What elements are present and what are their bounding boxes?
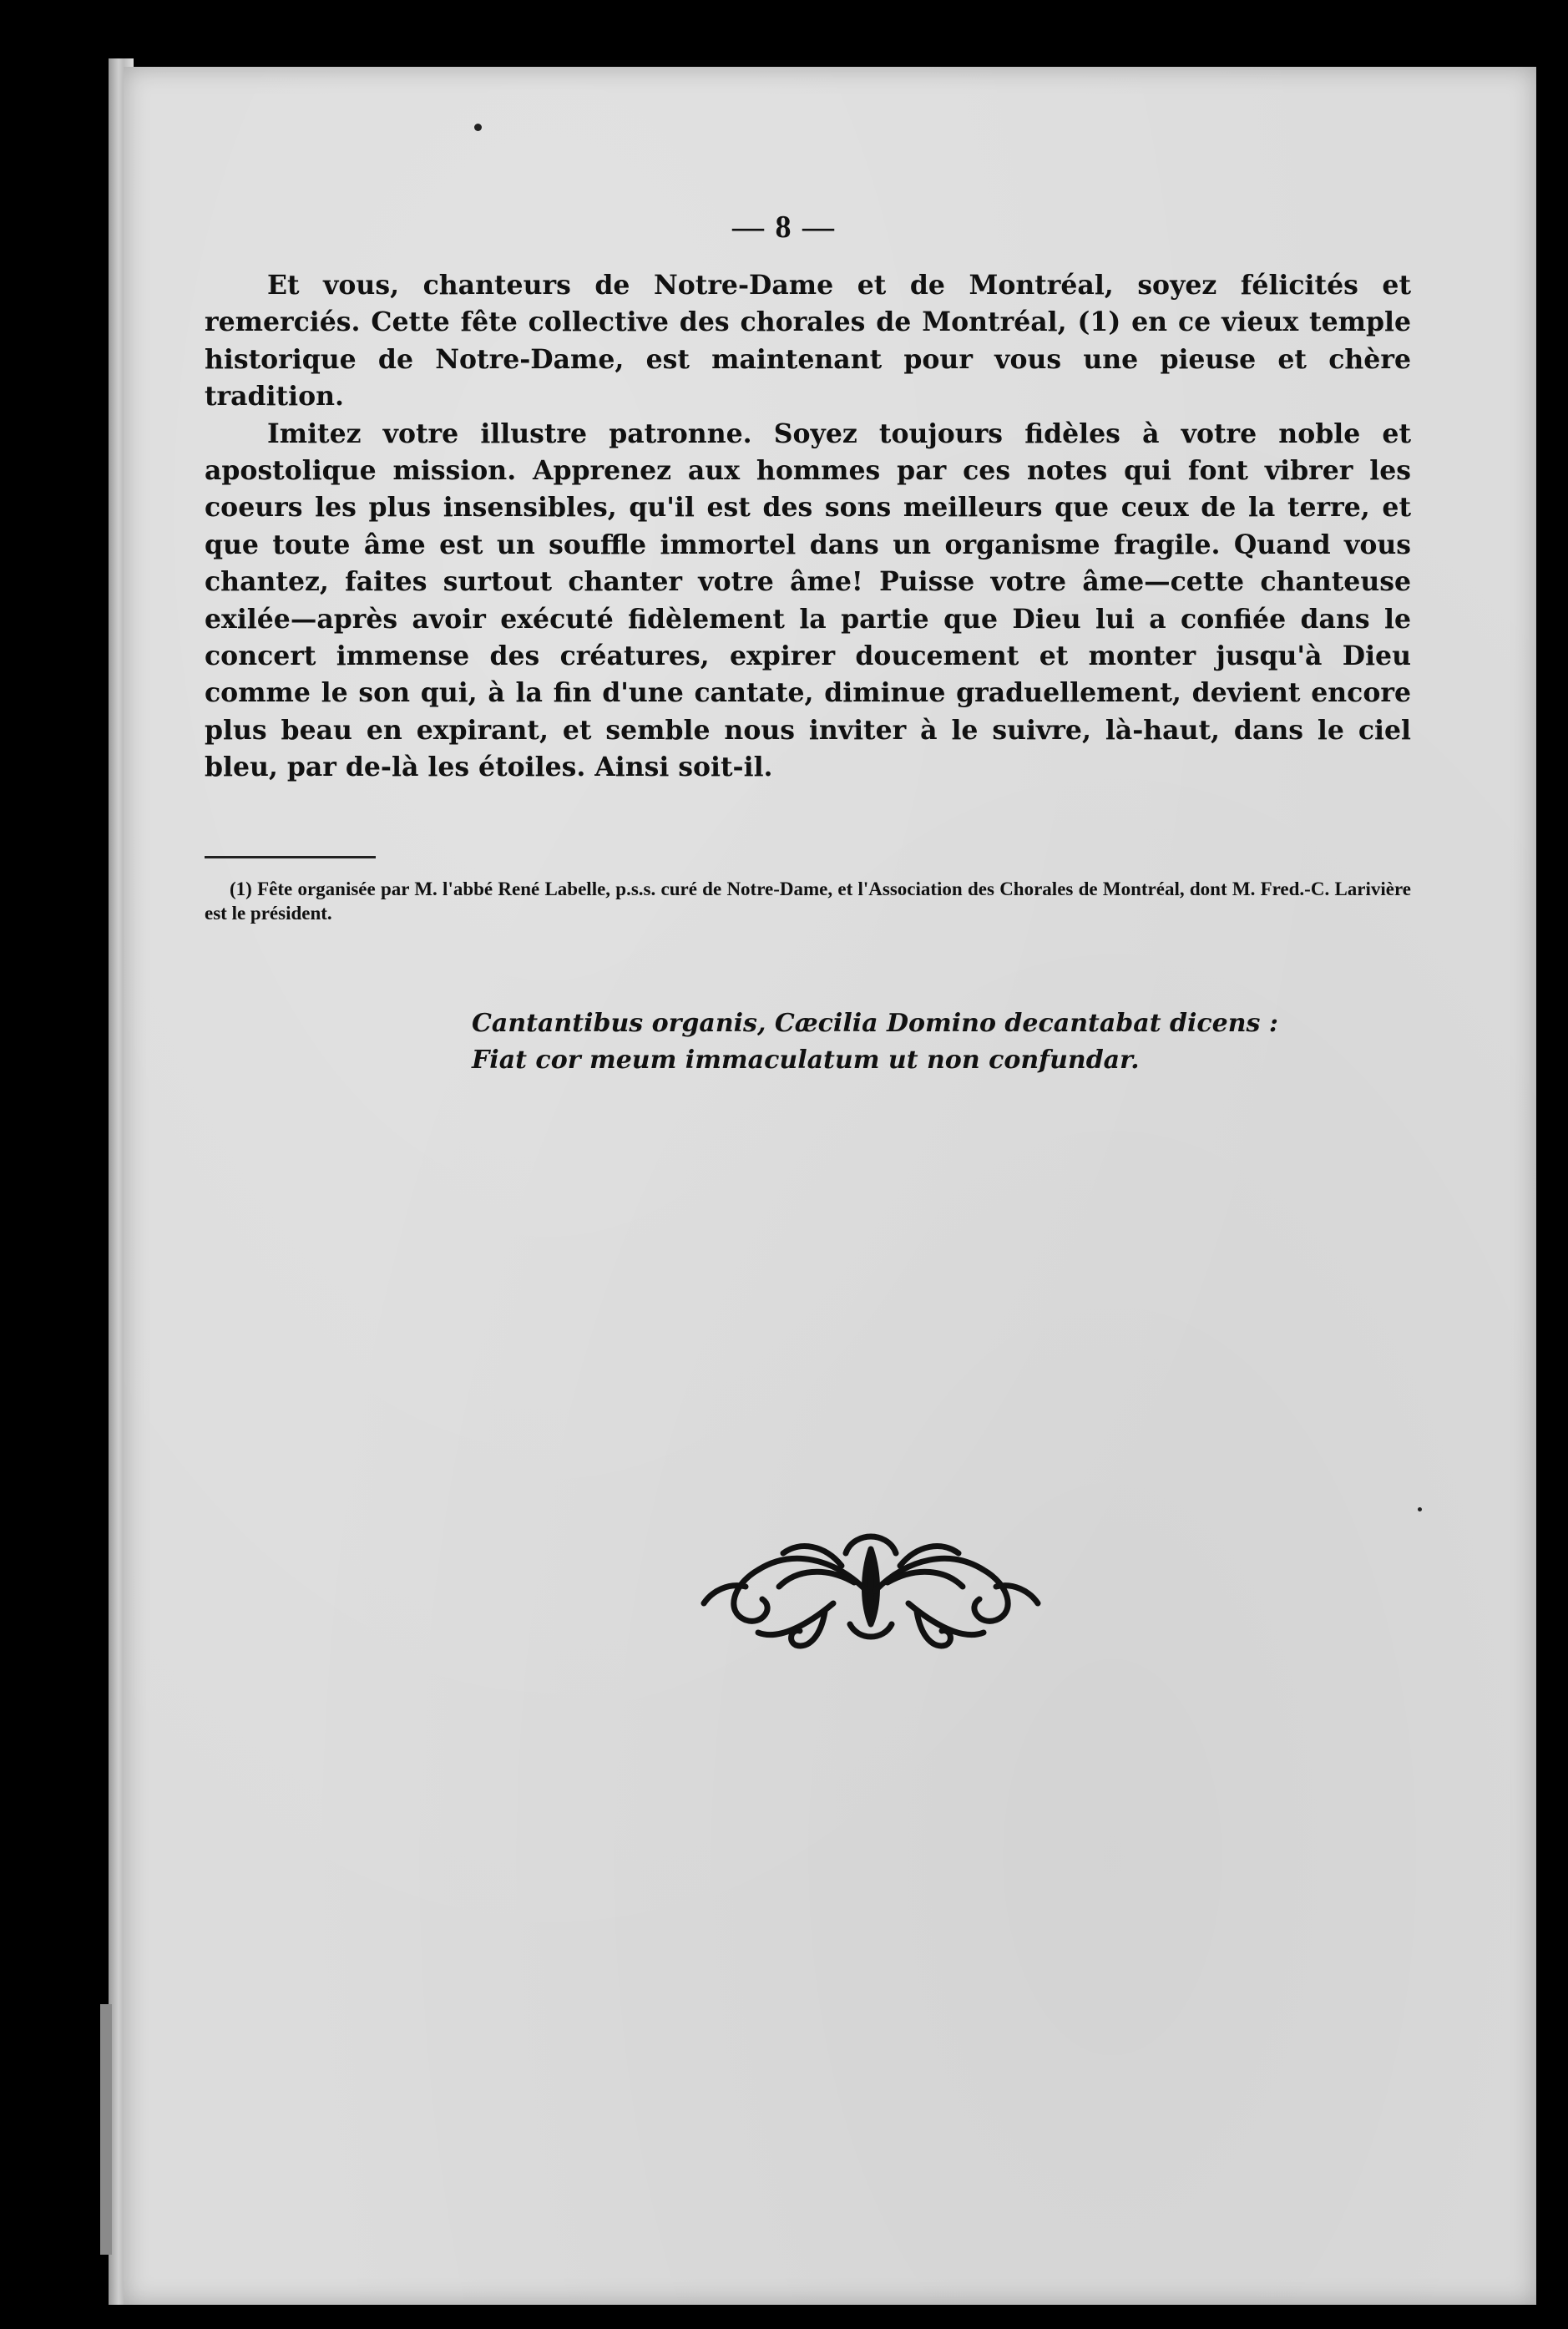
page-number: — 8 — — [732, 210, 836, 245]
page-edge-shadow — [100, 2004, 112, 2255]
paragraph: Imitez votre illustre patronne. Soyez toujours fidèles à votre noble et apostolique mission. Apprenez aux hommes par ces notes qui font vibrer les coeurs les plus insensibles, qu'il est des sons meilleurs que ceux de la terre, et que toute âme est un souffle immortel dans un organisme fragile. Quand vous chantez, faites surtout chanter votre âme! Puisse votre âme—cette chanteuse exilée—après avoir exécuté fidèlement la partie que Dieu lui a confiée dans le concert immense des créatures, expirer doucement et monter jusqu'à Dieu comme le son qui, à la fin d'une cantate, diminue graduellement, devient encore plus beau en expirant, et semble nous inviter à le suivre, là-haut, dans le ciel bleu, par de-là les étoiles. Ainsi soit-il. — [205, 418, 1411, 783]
footnote-text: (1) Fête organisée par M. l'abbé René Labelle, p.s.s. curé de Notre-Dame, et l'Association des Chorales de Montréal, dont M. Fred.-C. Larivière est le président. — [205, 878, 1411, 924]
ink-speck — [1418, 1507, 1422, 1511]
epigraph-line: Cantantibus organis, Cæcilia Domino decantabat dicens : — [472, 1009, 1278, 1038]
footnote-rule — [205, 856, 376, 858]
body-text — [205, 267, 1411, 787]
latin-epigraph — [472, 1005, 1390, 1079]
paragraph: Et vous, chanteurs de Notre-Dame et de Montréal, soyez félicités et remerciés. Cette fête collective des chorales de Montréal, (1) en ce vieux temple historique de Notre-Dame, est maintenant pour vous une pieuse et chère tradition. — [205, 270, 1411, 413]
epigraph-line: Fiat cor meum immaculatum ut non confundar. — [472, 1046, 1140, 1075]
floral-vignette-icon — [700, 1524, 1042, 1658]
footnote — [205, 877, 1411, 925]
ink-speck — [474, 124, 482, 131]
